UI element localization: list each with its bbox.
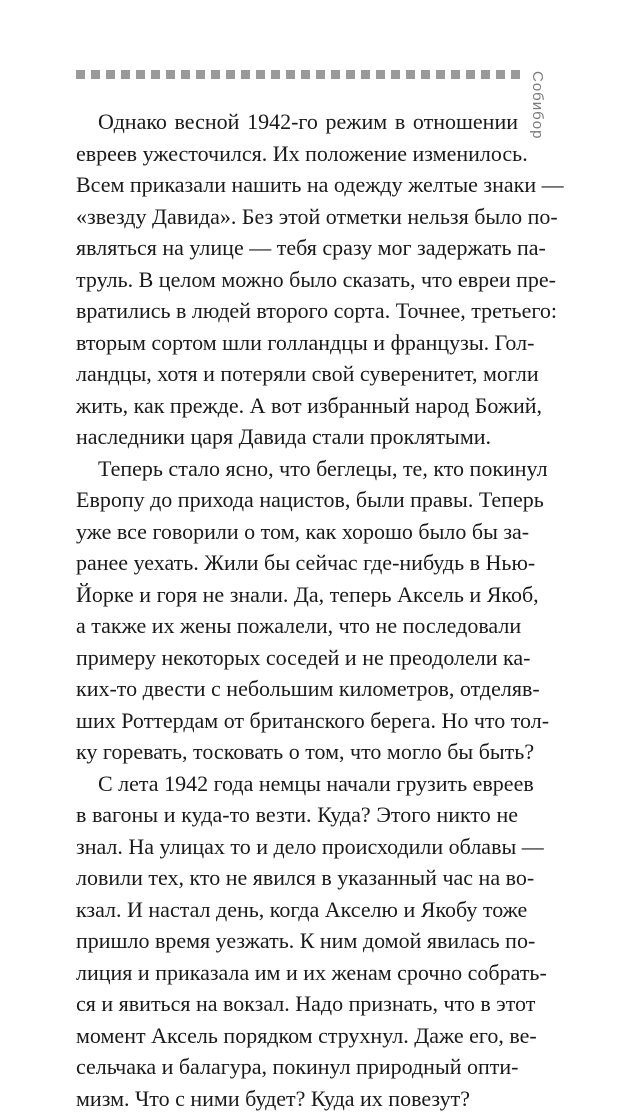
text-line: Европу до прихода нацистов, были правы. Теперь — [76, 484, 518, 516]
header-rule-square — [106, 70, 115, 79]
header-rule — [76, 70, 518, 80]
text-line: ких-то двести с небольшим километров, отделяв- — [76, 673, 518, 705]
text-line: сельчака и балагура, покинул природный опти- — [76, 1051, 518, 1083]
header-rule-square — [451, 70, 460, 79]
text-line: вратились в людей второго сорта. Точнее, третьего: — [76, 295, 518, 327]
paragraph-2 — [76, 453, 518, 768]
header-rule-square — [76, 70, 85, 79]
text-line: момент Аксель порядком струхнул. Даже его, ве- — [76, 1020, 518, 1052]
text-line: жить, как прежде. А вот избранный народ Божий, — [76, 390, 518, 422]
header-rule-square — [226, 70, 235, 79]
main-text — [76, 106, 518, 1114]
paragraph-3 — [76, 768, 518, 1114]
header-rule-square — [406, 70, 415, 79]
header-rule-square — [466, 70, 475, 79]
header-rule-square — [436, 70, 445, 79]
paragraph-1 — [76, 106, 518, 453]
header-rule-square — [316, 70, 325, 79]
header-rule-square — [391, 70, 400, 79]
text-line: Теперь стало ясно, что беглецы, те, кто покинул — [76, 453, 518, 485]
text-line: ловили тех, кто не явился в указанный час на во- — [76, 862, 518, 894]
text-line: примеру некоторых соседей и не преодолели ка- — [76, 642, 518, 674]
header-rule-square — [481, 70, 490, 79]
header-rule-square — [241, 70, 250, 79]
text-line: вторым сортом шли голландцы и французы. Гол- — [76, 327, 518, 359]
text-line: евреев ужесточился. Их положение изменилось. — [76, 138, 518, 170]
text-line: Однако весной 1942-го режим в отношении — [76, 106, 518, 138]
header-rule-square — [331, 70, 340, 79]
header-rule-square — [121, 70, 130, 79]
text-line: уже все говорили о том, как хорошо было бы за- — [76, 516, 518, 548]
text-line: а также их жены пожалели, что не последовали — [76, 610, 518, 642]
text-line: труль. В целом можно было сказать, что евреи пре- — [76, 264, 518, 296]
header-rule-square — [421, 70, 430, 79]
text-line: являться на улице — тебя сразу мог задержать па- — [76, 232, 518, 264]
text-line: С лета 1942 года немцы начали грузить евреев — [76, 768, 518, 800]
text-line: лиция и приказала им и их женам срочно собрать- — [76, 957, 518, 989]
header-rule-square — [286, 70, 295, 79]
header-rule-square — [361, 70, 370, 79]
text-line: пришло время уезжать. К ним домой явилась по- — [76, 925, 518, 957]
text-line: Всем приказали нашить на одежду желтые знаки — — [76, 169, 518, 201]
header-rule-square — [136, 70, 145, 79]
header-rule-square — [166, 70, 175, 79]
header-rule-square — [271, 70, 280, 79]
header-rule-square — [301, 70, 310, 79]
header-rule-square — [181, 70, 190, 79]
text-line: знал. На улицах то и дело происходили облавы — — [76, 831, 518, 863]
running-title: Собибор — [530, 71, 545, 139]
text-line: ся и явиться на вокзал. Надо признать, что в этот — [76, 988, 518, 1020]
header-rule-square — [196, 70, 205, 79]
text-line: «звезду Давида». Без этой отметки нельзя было по- — [76, 201, 518, 233]
text-line: мизм. Что с ними будет? Куда их повезут? — [76, 1083, 518, 1114]
text-line: кзал. И настал день, когда Акселю и Якобу тоже — [76, 894, 518, 926]
header-rule-square — [256, 70, 265, 79]
text-line: ранее уехать. Жили бы сейчас где-нибудь в Нью- — [76, 547, 518, 579]
header-rule-square — [511, 70, 520, 79]
header-rule-square — [91, 70, 100, 79]
text-line: ландцы, хотя и потеряли свой суверенитет, могли — [76, 358, 518, 390]
text-line: ку горевать, тосковать о том, что могло бы быть? — [76, 736, 518, 768]
text-line: наследники царя Давида стали проклятыми. — [76, 421, 518, 453]
text-line: в вагоны и куда-то везти. Куда? Этого никто не — [76, 799, 518, 831]
text-line: ших Роттердам от британского берега. Но что тол- — [76, 705, 518, 737]
header-rule-square — [346, 70, 355, 79]
header-rule-square — [151, 70, 160, 79]
text-line: Йорке и горя не знали. Да, теперь Аксель и Якоб, — [76, 579, 518, 611]
header-rule-square — [376, 70, 385, 79]
header-rule-square — [211, 70, 220, 79]
header-rule-square — [496, 70, 505, 79]
